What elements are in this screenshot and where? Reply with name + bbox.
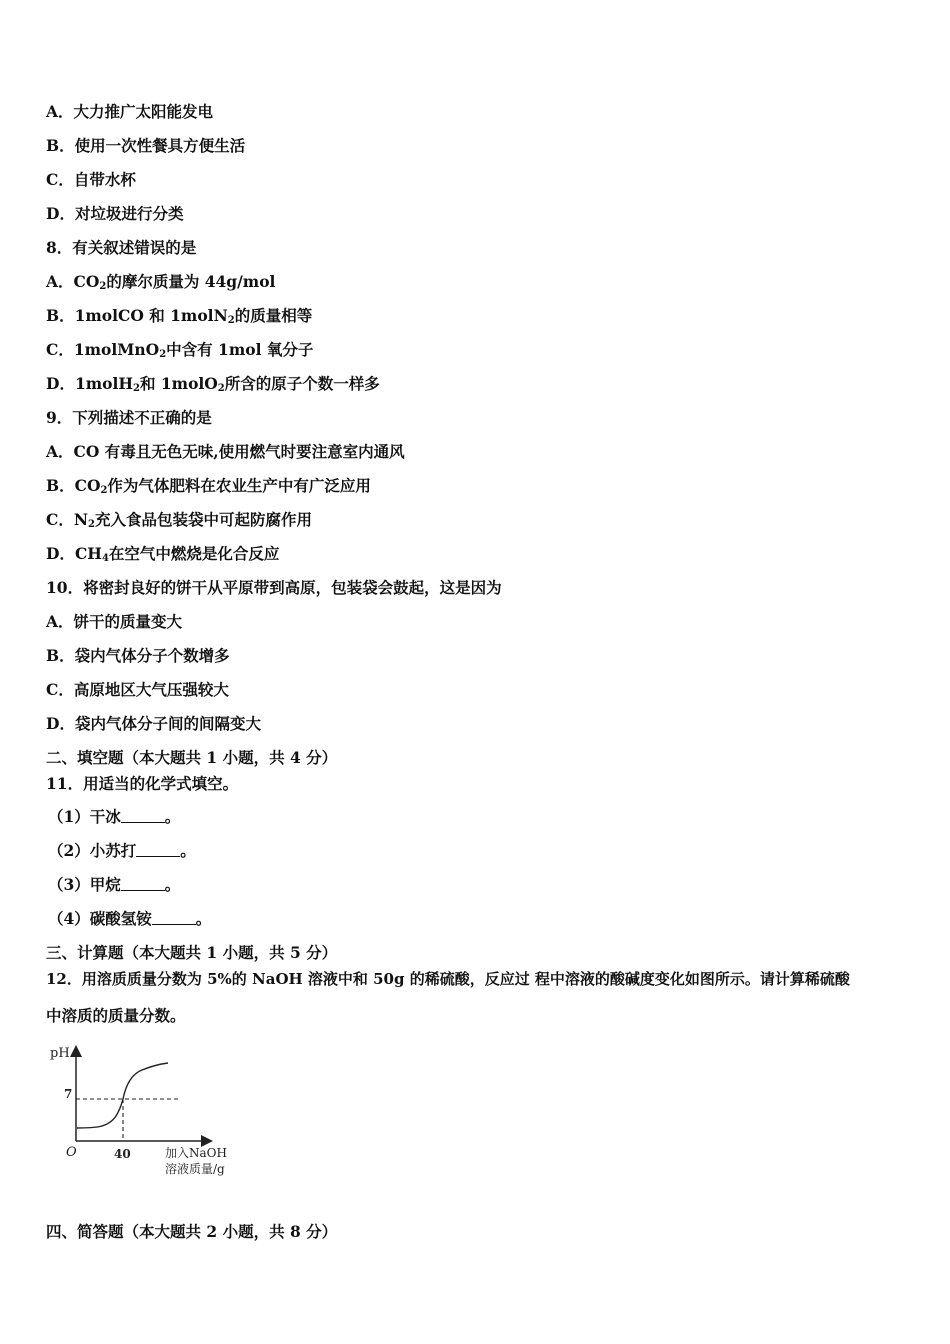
q8-option-a: A．$CO_2$的摩尔质量为 44g/mol (46, 272, 276, 292)
y-axis-label: pH (50, 1046, 70, 1061)
q11-stem: 11．用适当的化学式填空。 (46, 774, 239, 793)
q10-option-a: A．饼干的质量变大 (46, 612, 183, 631)
section-2-heading: 二、填空题（本大题共 1 小题，共 4 分） (46, 748, 338, 767)
q12-line-1: 12．用溶质质量分数为 5%的 NaOH 溶液中和 50g 的稀硫酸，反应过 程中溶液的酸碱度变化如图所示。请计算稀硫酸 (46, 970, 850, 988)
answer-blank[interactable] (152, 910, 196, 925)
q9-option-c: C．$N_2$充入食品包装袋中可起防腐作用 (46, 510, 312, 530)
section-3-heading: 三、计算题（本大题共 1 小题，共 5 分） (46, 943, 338, 962)
q9-option-a: A．CO 有毒且无色无味,使用燃气时要注意室内通风 (46, 442, 405, 461)
q8-option-d: D．1molH$_2$和 1molO$_2$所含的原子个数一样多 (46, 374, 380, 394)
q10-option-c: C．高原地区大气压强较大 (46, 680, 229, 699)
q7-option-a: A．大力推广太阳能发电 (46, 102, 214, 121)
q8-option-c: C．1molMnO$_2$中含有 1mol 氧分子 (46, 340, 314, 360)
section-4-heading: 四、简答题（本大题共 2 小题，共 8 分） (46, 1222, 338, 1241)
q11-item-2: （2）小苏打 。 (48, 841, 196, 860)
q9-option-d: D．$CH_4$在空气中燃烧是化合反应 (46, 544, 280, 564)
origin-label: O (66, 1145, 77, 1160)
x-axis-label-line-1: 加入NaOH (165, 1146, 227, 1160)
q10-option-d: D．袋内气体分子间的间隔变大 (46, 714, 261, 733)
q11-item-3: （3）甲烷 。 (48, 875, 181, 894)
q8-option-b: B．1molCO 和 1molN$_2$的质量相等 (46, 306, 313, 326)
q7-option-d: D．对垃圾进行分类 (46, 204, 184, 223)
q10-stem: 10．将密封良好的饼干从平原带到高原，包装袋会鼓起，这是因为 (46, 578, 502, 597)
answer-blank[interactable] (121, 808, 165, 823)
q8-stem: 8．有关叙述错误的是 (46, 238, 197, 257)
q9-option-b: B．$CO_2$作为气体肥料在农业生产中有广泛应用 (46, 476, 371, 496)
ph-curve (77, 1063, 168, 1128)
y-tick-label: 7 (64, 1087, 73, 1101)
q7-option-b: B．使用一次性餐具方便生活 (46, 136, 246, 155)
answer-blank[interactable] (136, 842, 180, 857)
q12-line-2: 中溶质的质量分数。 (46, 1006, 186, 1025)
q7-option-c: C．自带水杯 (46, 170, 136, 189)
ph-curve-chart (44, 1040, 244, 1185)
x-tick-label: 40 (114, 1147, 131, 1161)
q11-item-1: （1）干冰 。 (48, 807, 181, 826)
q11-item-4: （4）碳酸氢铵 。 (48, 909, 212, 928)
answer-blank[interactable] (121, 876, 165, 891)
x-axis-label-line-2: 溶液质量/g (165, 1162, 225, 1176)
q10-option-b: B．袋内气体分子个数增多 (46, 646, 230, 665)
q9-stem: 9．下列描述不正确的是 (46, 408, 212, 427)
